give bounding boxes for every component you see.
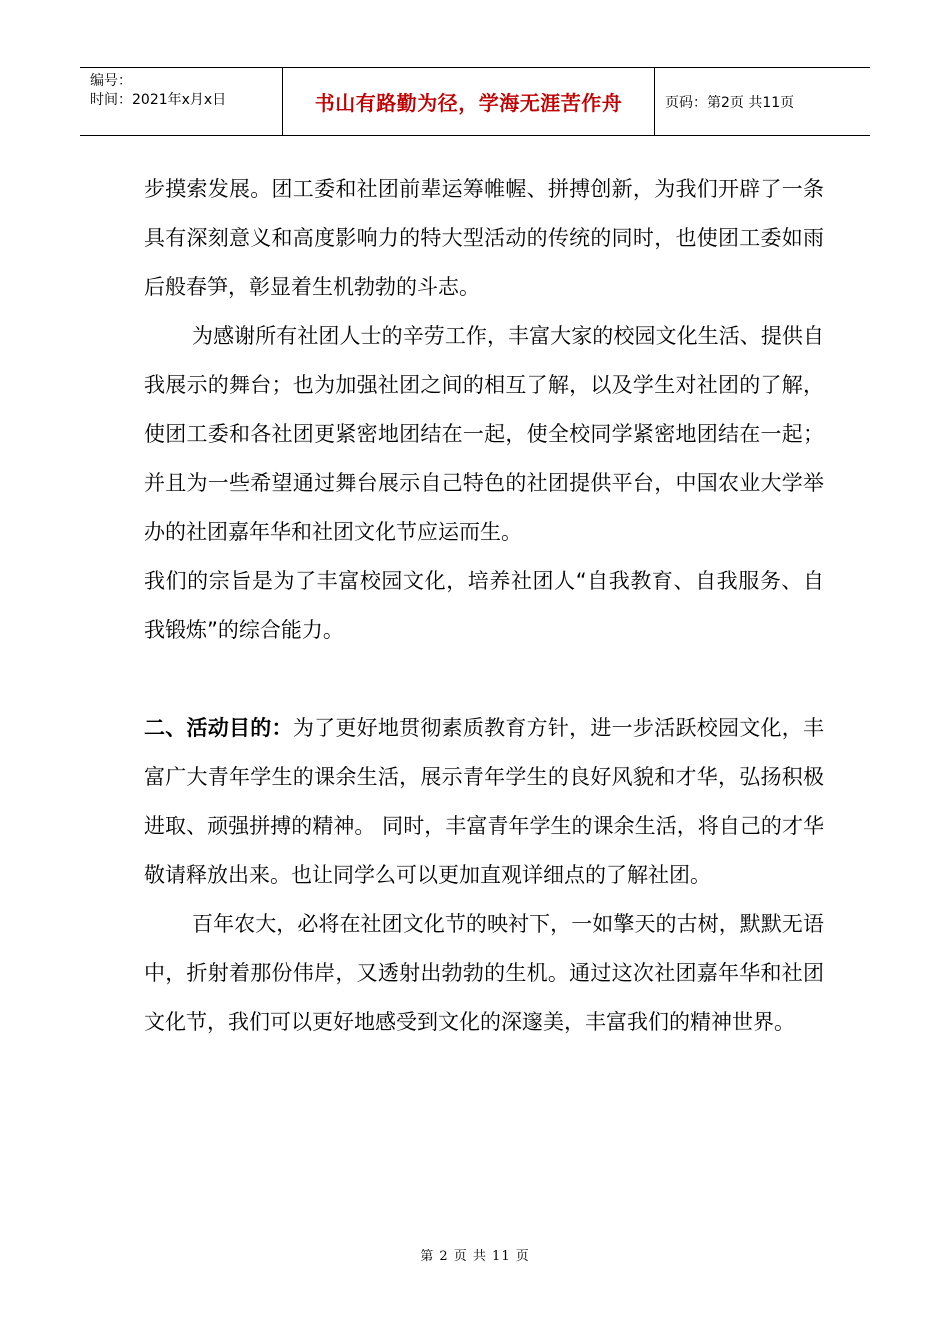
section-heading: 二、活动目的： xyxy=(144,716,293,740)
document-body xyxy=(144,165,824,1047)
document-number-label: 编号： xyxy=(90,73,132,89)
page-header xyxy=(80,67,870,136)
paragraph-purpose-background: 为感谢所有社团人士的辛劳工作，丰富大家的校园文化生活、提供自我展示的舞台；也为加强社团之间的相互了解，以及学生对社团的了解，使团工委和各社团更紧密地团结在一起，使全校同学紧密地团结在一起；并且为一些希望通过舞台展示自己特色的社团提供平台，中国农业大学举办的社团嘉年华和社团文化节应运而生。 xyxy=(144,324,824,544)
paragraph-closing: 百年农大，必将在社团文化节的映衬下，一如擎天的古树，默默无语中，折射着那份伟岸，又透射出勃勃的生机。通过这次社团嘉年华和社团文化节，我们可以更好地感受到文化的深邃美，丰富我们的精神世界。 xyxy=(144,912,824,1034)
page-footer: 第 2 页 共 11 页 xyxy=(420,1249,530,1264)
header-motto: 书山有路勤为径，学海无涯苦作舟 xyxy=(283,68,655,135)
paragraph-mission xyxy=(144,557,824,655)
paragraph-continuation: 步摸索发展。团工委和社团前辈运筹帷幄、拼搏创新，为我们开辟了一条具有深刻意义和高度影响力的特大型活动的传统的同时，也使团工委如雨后般春笋，彰显着生机勃勃的斗志。 xyxy=(144,177,824,299)
paragraph-spacer xyxy=(144,655,824,704)
document-time-label: 时间：2021年x月x日 xyxy=(90,92,227,108)
section-text: 为了更好地贯彻素质教育方针，进一步活跃校园文化，丰富广大青年学生的课余生活，展示青年学生的良好风貌和才华，弘扬积极进取、顽强拼搏的精神。 同时，丰富青年学生的课余生活，将自己的才华敬请释放出来。也让同学么可以更加直观详细点的了解社团。 xyxy=(144,716,825,887)
header-meta xyxy=(80,68,283,135)
header-page-info: 页码：第2页 共11页 xyxy=(665,94,795,111)
section-activity-goals xyxy=(144,704,824,900)
mission-statement: 为了丰富校园文化，培养社团人“自我教育、自我服务、自我锻炼”的综合能力。 xyxy=(144,569,824,642)
mission-prefix: 我们的宗旨是 xyxy=(144,569,274,593)
